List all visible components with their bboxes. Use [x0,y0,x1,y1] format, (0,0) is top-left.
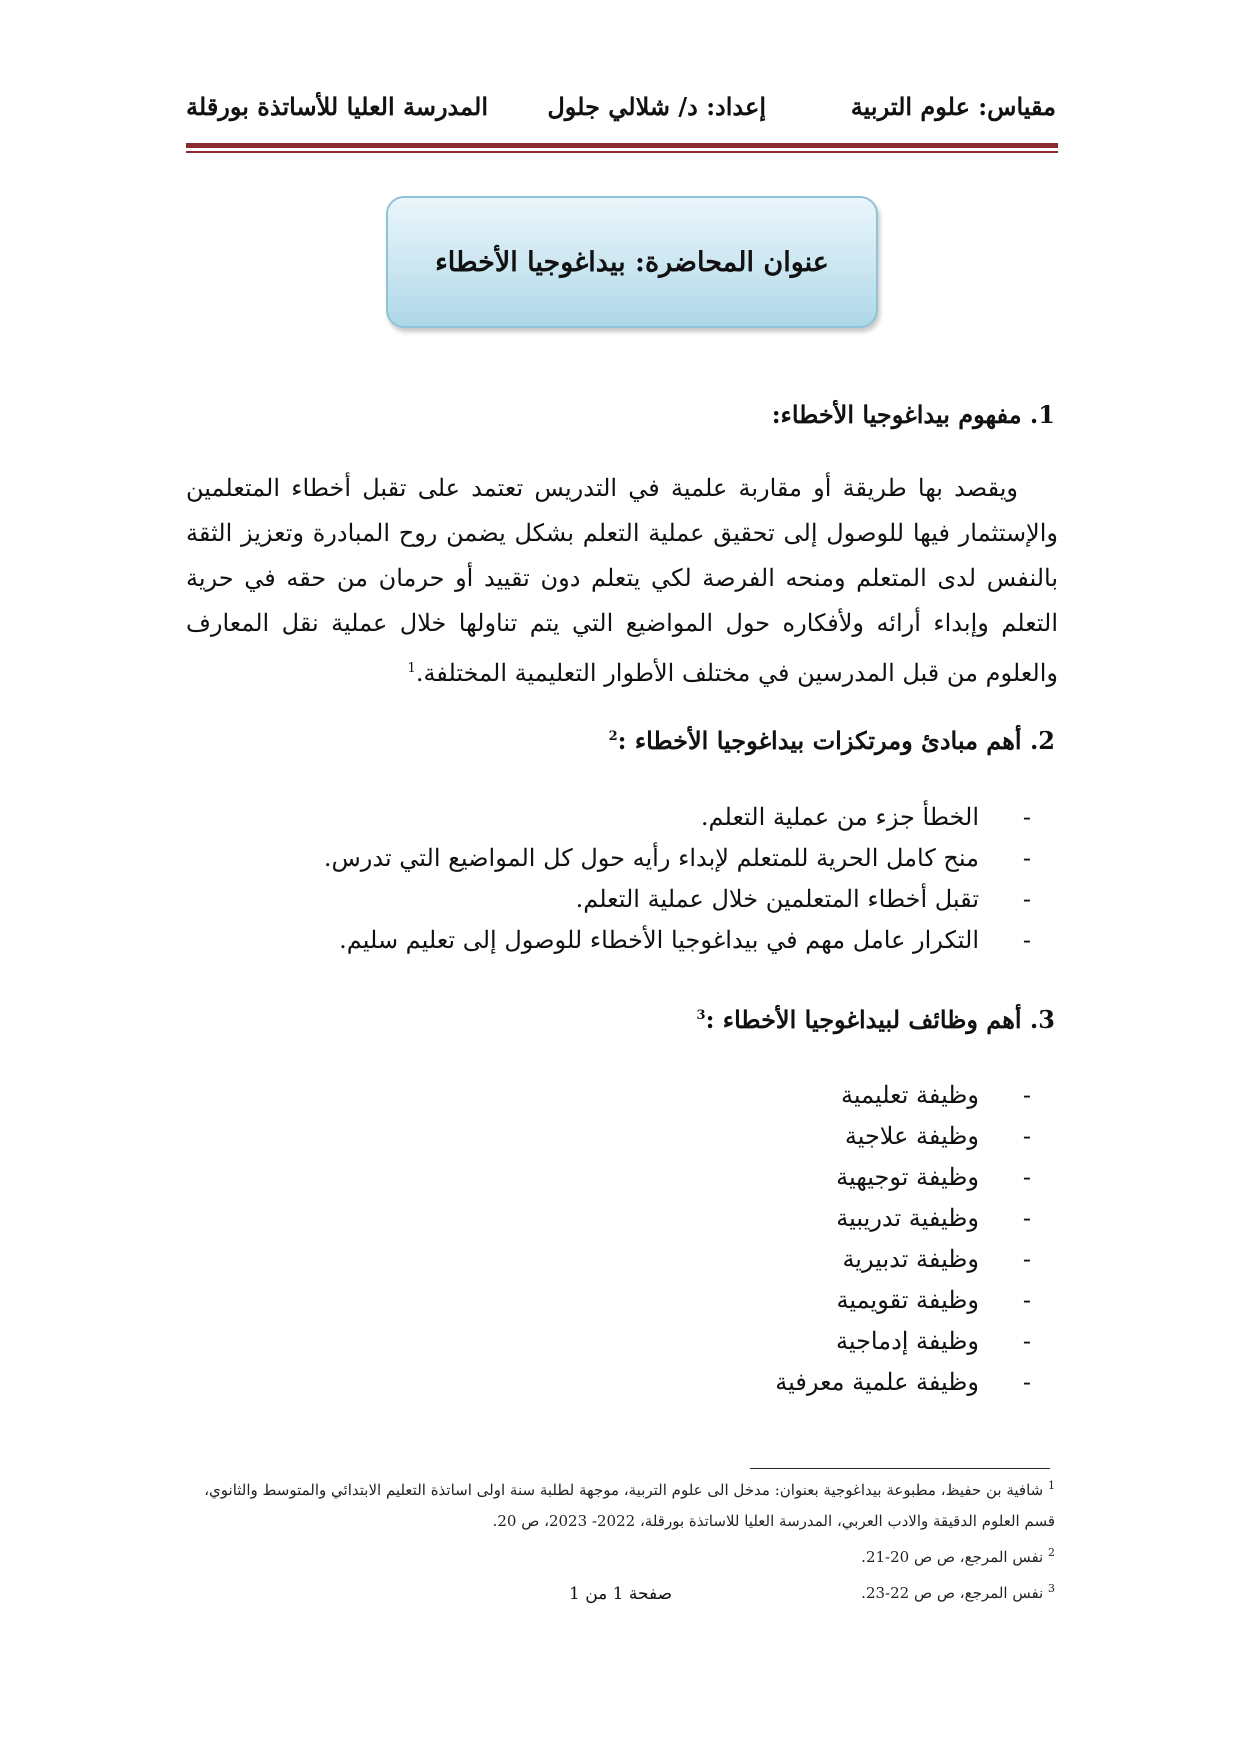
list-item: - وظيفة علاجية [844,1122,1031,1150]
footnote-3: $^3$ نفس المرجع، ص ص 22-23. [861,1582,1055,1602]
section3-heading: 3. أهم وظائف لبيداغوجيا الأخطاء :$^3$ [696,1005,1055,1034]
header-course: مقياس: علوم التربية [850,92,1056,121]
list-item: - وظيفة تقويمية [836,1286,1031,1314]
section2-heading: 2. أهم مبادئ ومرتكزات بيداغوجيا الأخطاء :$^2$ [608,726,1055,755]
footnote-ref-1[interactable]: 1 [407,661,416,676]
list-item: - وظيفة إدماجية [835,1327,1031,1355]
footnote-separator [750,1468,1050,1469]
footnote-2: $^2$ نفس المرجع، ص ص 20-21. [861,1546,1055,1566]
footnote-1: $^1$ شافية بن حفيظ، مطبوعة بيداغوجية بعنوان: مدخل الى علوم التربية، موجهة لطلبة سنة اولى اساتذة التعليم الابتدائي والمتوسط والثانوي، قسم العلوم الدقيقة والادب العربي، المدرسة العليا للاساتذة بورقلة، 2022- 2023، ص 20. [204,1479,1055,1530]
list-item: - التكرار عامل مهم في بيداغوجيا الأخطاء للوصول إلى تعليم سليم. [339,926,1031,954]
footnote-ref-3[interactable]: 3 [696,1008,706,1023]
list-item: - وظيفية تدريبية [836,1204,1031,1232]
section1-text: ويقصد بها طريقة أو مقاربة علمية في التدريس تعتمد على تقبل أخطاء المتعلمين والإستثمار فيها للوصول إلى تحقيق عملية التعلم بشكل يضمن روح المبادرة وتعزيز الثقة بالنفس لدى المتعلم ومنحه الفرصة لكي يتعلم دون تقييد أو حرمان من حقه في حرية التعلم وإبداء أرائه ولأفكاره حول المواضيع التي يتم تناولها خلال عملية نقل المعارف والعلوم من قبل المدرسين في مختلف الأطوار التعليمية المختلفة. [186,474,1058,687]
header-author: إعداد: د/ شلالي جلول [547,92,766,121]
list-item: - وظيفة علمية معرفية [775,1368,1031,1396]
lecture-title: عنوان المحاضرة: بيداغوجيا الأخطاء [435,246,829,278]
header-school: المدرسة العليا للأساتذة بورقلة [186,92,489,121]
page-header [186,92,1056,132]
section1-paragraph [186,466,1058,696]
list-item: - تقبل أخطاء المتعلمين خلال عملية التعلم. [575,885,1031,913]
section2-list [324,797,1055,961]
list-item: - وظيفة تدبيرية [842,1245,1031,1273]
section1-heading: 1. مفهوم بيداغوجيا الأخطاء: [771,400,1055,429]
list-item: - وظيفة تعليمية [841,1081,1031,1109]
list-item: - منح كامل الحرية للمتعلم لإبداء رأيه حول كل المواضيع التي تدرس. [323,844,1031,872]
header-rule-thick [186,143,1058,148]
list-item: - وظيفة توجيهية [836,1163,1031,1191]
list-item: - الخطأ جزء من عملية التعلم. [700,803,1031,831]
footnote-ref-2[interactable]: 2 [608,729,618,744]
header-rule-thin [186,151,1058,153]
section3-list [775,1075,1055,1403]
page-number: صفحة 1 من 1 [568,1584,673,1604]
lecture-title-box [386,196,878,328]
